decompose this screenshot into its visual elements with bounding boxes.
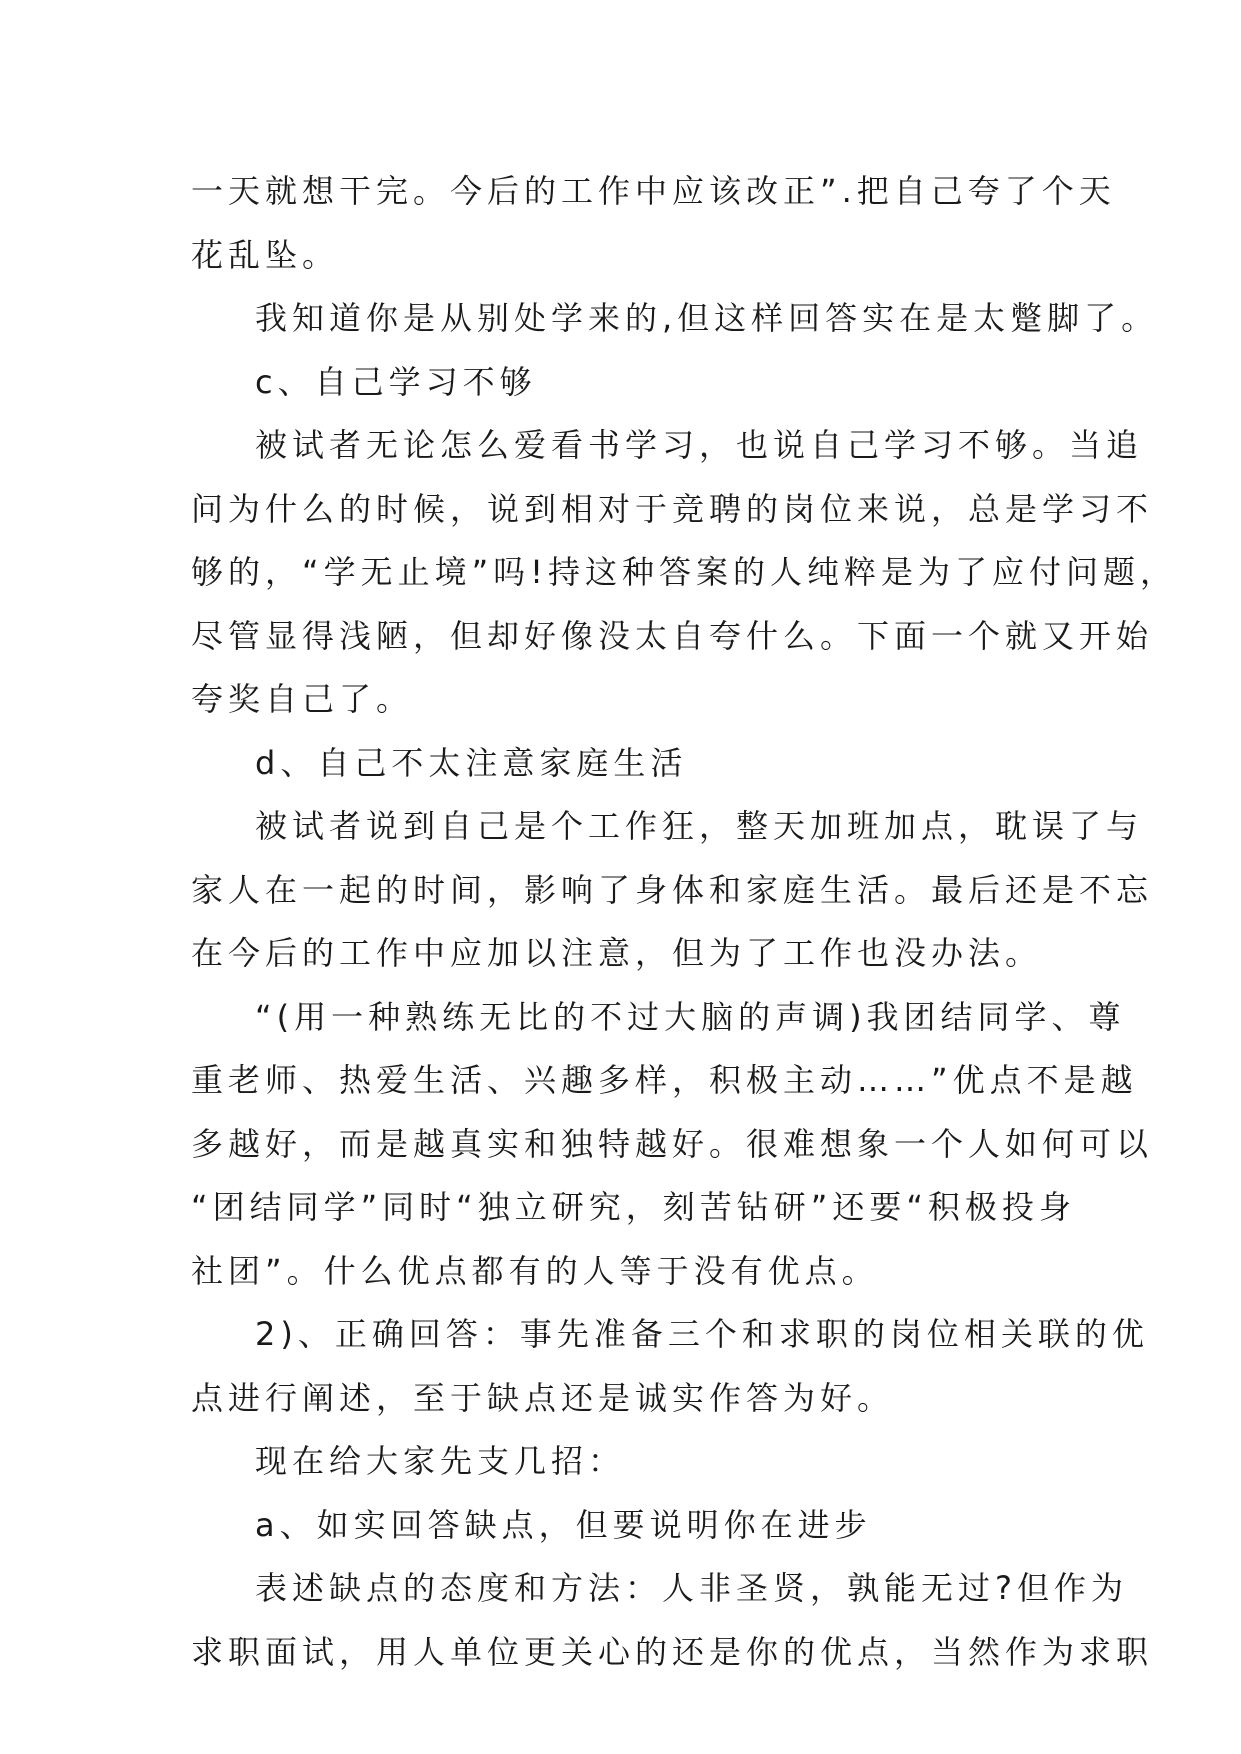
document-body <box>191 160 1177 1684</box>
text-line: 问为什么的时候，说到相对于竞聘的岗位来说，总是学习不 <box>191 489 1154 528</box>
text-line: 花乱坠。 <box>191 235 340 274</box>
text-line: 现在给大家先支几招： <box>255 1442 626 1480</box>
text-line: 夸奖自己了。 <box>191 680 414 718</box>
text-line: 表述缺点的态度和方法：人非圣贤，孰能无过?但作为 <box>255 1569 1128 1607</box>
text-line: 尽管显得浅陋，但却好像没太自夸什么。下面一个就又开始 <box>191 616 1154 655</box>
text-line: 社团”。什么优点都有的人等于没有优点。 <box>191 1251 879 1290</box>
text-line: 在今后的工作中应加以注意，但为了工作也没办法。 <box>191 934 1043 972</box>
text-line: 被试者无论怎么爱看书学习，也说自己学习不够。当追 <box>255 426 1144 464</box>
text-line: 一天就想干完。今后的工作中应该改正”.把自己夸了个天 <box>191 172 1116 210</box>
text-line: 我知道你是从别处学来的,但这样回答实在是太蹩脚了。 <box>255 299 1159 337</box>
text-line: “团结同学”同时“独立研究，刻苦钻研”还要“积极投身 <box>191 1188 1076 1226</box>
text-line: 点进行阐述，至于缺点还是诚实作答为好。 <box>191 1378 895 1417</box>
text-line: 2)、正确回答：事先准备三个和求职的岗位相关联的优 <box>255 1315 1149 1353</box>
text-line: 家人在一起的时间，影响了身体和家庭生活。最后还是不忘 <box>191 870 1154 909</box>
section-heading: d、自己不太注意家庭生活 <box>255 743 688 782</box>
text-line: 够的，“学无止境”吗!持这种答案的人纯粹是为了应付问题， <box>191 553 1177 591</box>
section-heading: a、如实回答缺点，但要说明你在进步 <box>255 1505 872 1544</box>
text-line: 被试者说到自己是个工作狂，整天加班加点，耽误了与 <box>255 807 1144 845</box>
section-heading: c、自己学习不够 <box>255 362 537 401</box>
text-line: 求职面试，用人单位更关心的还是你的优点，当然作为求职 <box>191 1632 1154 1671</box>
text-line: “(用一种熟练无比的不过大脑的声调)我团结同学、尊 <box>255 997 1126 1036</box>
text-line: 多越好，而是越真实和独特越好。很难想象一个人如何可以 <box>191 1124 1154 1163</box>
text-line: 重老师、热爱生活、兴趣多样，积极主动……”优点不是越 <box>191 1061 1138 1099</box>
